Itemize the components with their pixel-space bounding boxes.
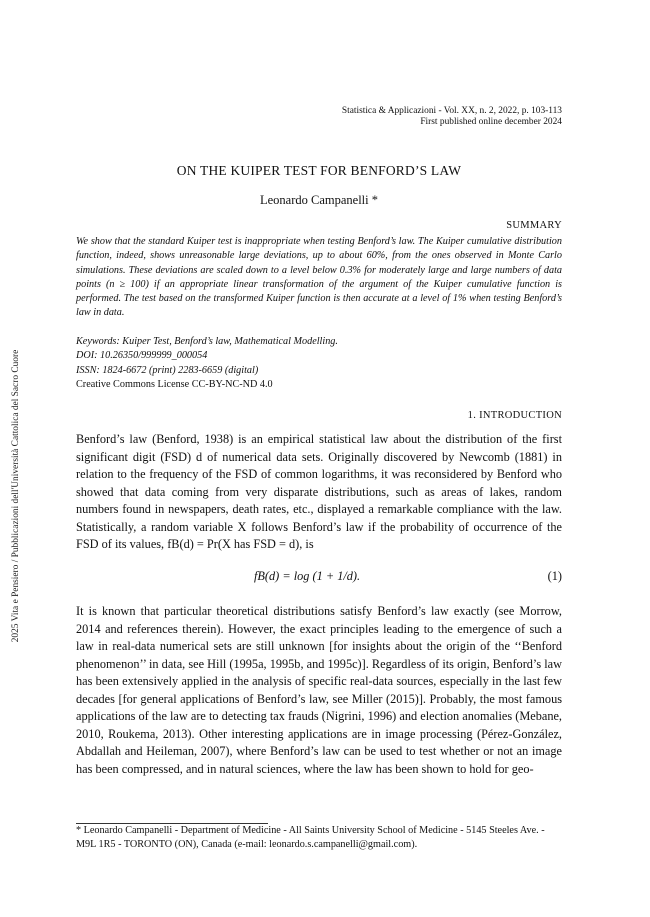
license-line: Creative Commons License CC-BY-NC-ND 4.0 bbox=[76, 379, 273, 391]
summary-heading: SUMMARY bbox=[506, 220, 562, 231]
intro-paragraph-2: It is known that particular theoretical distributions satisfy Benford’s law exactly (see Morrow, 2014 and references therein). However, the exact principles leading to the emergence of such a law in real-data numerical sets are still unknown [for insights about the origin of the ‘‘Benford phenomenon’’ in data, see Hill (1995a, 1995b, and 1995c)]. Regardless of its origin, Benford’s law has been extensively applied in the analysis of specific real-data sources, especially in the last few decades [for general applications of Benford’s law, see Miller (2015)]. Probably, the most famous applications of the law are to detecting tax frauds (Nigrini, 1996) and election anomalies (Mebane, 2010, Roukema, 2013). Other interesting applications are in image processing (Pérez-González, Abdallah and Heileman, 2007), where Benford’s law can be used to test whether or not an image has been compressed, and in natural sciences, where the law has been shown to hold for geo- bbox=[76, 604, 562, 776]
section-heading: 1. INTRODUCTION bbox=[467, 410, 562, 421]
publication-date: First published online december 2024 bbox=[420, 117, 562, 127]
paper-author: Leonardo Campanelli * bbox=[259, 193, 379, 207]
equation-number: (1) bbox=[547, 569, 562, 583]
doi-line: DOI: 10.26350/999999_000054 bbox=[76, 350, 208, 362]
equation-1 bbox=[76, 569, 562, 587]
intro-paragraph-1: Benford’s law (Benford, 1938) is an empirical statistical law about the distribution of the first significant digit (FSD) d of numerical data sets. Originally discovered by Newcomb (1881) in relation to the frequency of the FSD of common logarithms, it was reconsidered by Benford who showed that data coming from very disparate distributions, such as areas of lakes, random numbers found in newspapers, death rates, etc., displayed a remarkable compliance with the law. Statistically, a random variable X follows Benford’s law if the probability of occurrence of the FSD of its values, fB(d) = Pr(X has FSD = d), is bbox=[76, 432, 562, 551]
paper-metadata bbox=[76, 335, 562, 393]
journal-citation: Statistica & Applicazioni - Vol. XX, n. 2, 2022, p. 103-113 bbox=[341, 106, 562, 116]
abstract-text: We show that the standard Kuiper test is inappropriate when testing Benford’s law. The Kuiper cumulative distribution function, indeed, shows unreasonable large deviations, up to about 60%, from the ones observed in Monte Carlo simulations. These deviations are scaled down to a level below 0.3% for moderately large and large numbers of data points (n ≥ 100) if an appropriate linear transformation of the argument of the Kuiper cumulative function is performed. The test based on the transformed Kuiper function is then accurate at a level of 1% when testing Benford’s law in data. bbox=[76, 236, 562, 319]
equation-formula: fB(d) = log (1 + 1/d). bbox=[254, 569, 361, 583]
issn-line: ISSN: 1824-6672 (print) 2283-6659 (digital) bbox=[76, 364, 259, 376]
journal-header bbox=[342, 106, 562, 128]
author-footnote: * Leonardo Campanelli - Department of Medicine - All Saints University School of Medicine - 5145 Steeles Ave. - M9L 1R5 - TORONTO (ON), Canada (e-mail: leonardo.s.campanelli@gmail.com). bbox=[76, 825, 545, 851]
keywords-line: Keywords: Kuiper Test, Benford’s law, Mathematical Modelling. bbox=[76, 336, 338, 347]
publisher-sidebar-text: 2025 Vita e Pensiero / Pubblicazioni dell'Università Cattolica del Sacro Cuore bbox=[11, 349, 21, 643]
paper-title: ON THE KUIPER TEST FOR BENFORD’S LAW bbox=[176, 163, 462, 178]
